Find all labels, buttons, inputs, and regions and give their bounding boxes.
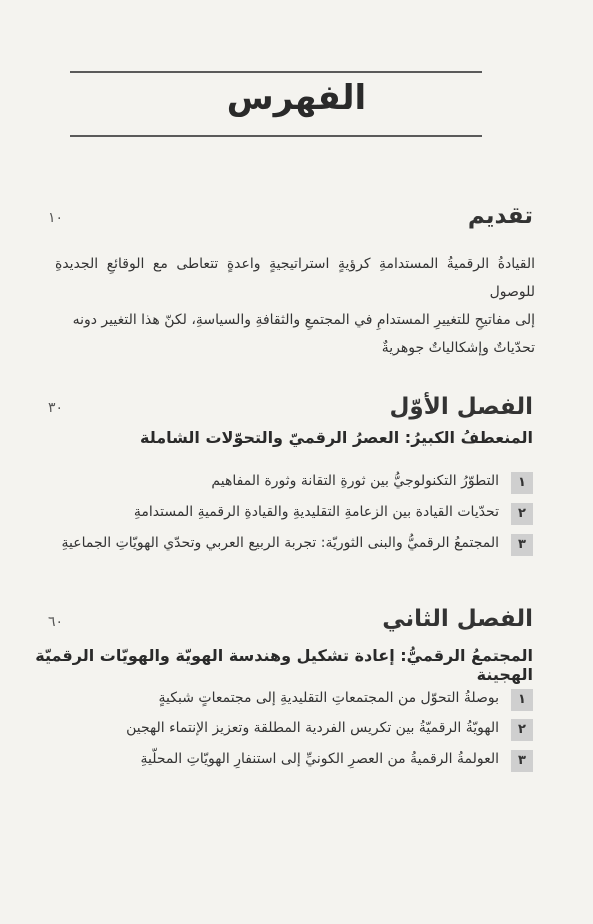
item-title: المجتمعُ الرقميُّ والبنى الثوريّة: تجربة الربيع العربي وتحدّي الهويّاتِ الجماعيةِ [61, 535, 499, 551]
toc-item[interactable] [53, 719, 533, 743]
intro-paragraph-line: تحدّياتٌ وإشكالياتٌ جوهريةٌ [381, 340, 535, 356]
toc-item[interactable] [53, 503, 533, 527]
chapter-2-heading: الفصل الثاني [382, 606, 533, 632]
chapter-2-page-number: ٦٠ [48, 614, 64, 630]
toc-item[interactable] [53, 534, 533, 558]
intro-heading: تقديم [467, 203, 533, 229]
item-title: الهويّةُ الرقميّةُ بين تكريس الفردية المطلقة وتعزيز الإنتماء الهجين [126, 720, 499, 736]
intro-paragraph-line: القيادةُ الرقميةُ المستدامةِ كرؤيةٍ استراتيجيةٍ واعدةٍ تتعاطى مع الوقائعِ الجديدةِ للوصول [55, 256, 535, 300]
toc-item[interactable] [53, 689, 533, 713]
chapter-2-subtitle: المجتمعُ الرقميُّ: إعادة تشكيل وهندسة الهويّة والهويّات الرقميّة الهجينة [35, 646, 533, 684]
top-rule [70, 71, 482, 73]
item-title: التطوّرُ التكنولوجيُّ بين ثورةِ التقانة وثورة المفاهيم [211, 473, 499, 489]
page-title: الفهرس [226, 78, 367, 118]
item-title: العولمةُ الرقميةُ من العصرِ الكونيِّ إلى استنفارِ الهويّاتِ المحلّيةِ [140, 751, 499, 767]
item-number: ٢ [511, 503, 533, 525]
toc-item[interactable] [53, 472, 533, 496]
intro-paragraph-line: إلى مفاتيحِ للتغييرِ المستدامِ في المجتمعِ والثقافةِ والسياسةِ، لكنّ هذا التغيير دونه [72, 312, 535, 328]
chapter-1-heading: الفصل الأوّل [389, 394, 533, 420]
intro-paragraph [55, 250, 535, 362]
item-title: بوصلةُ التحوّل من المجتمعاتِ التقليديةِ إلى مجتمعاتٍ شبكيةٍ [158, 690, 499, 706]
item-number: ١ [511, 689, 533, 711]
intro-page-number: ١٠ [48, 210, 64, 226]
item-number: ١ [511, 472, 533, 494]
chapter-1-subtitle: المنعطفُ الكبيرُ: العصرُ الرقميّ والتحوّلات الشاملة [139, 428, 533, 447]
chapter-1-page-number: ٣٠ [48, 400, 64, 416]
item-number: ٣ [511, 750, 533, 772]
item-number: ٢ [511, 719, 533, 741]
item-number: ٣ [511, 534, 533, 556]
toc-item[interactable] [53, 750, 533, 774]
title-rule [70, 135, 482, 137]
item-title: تحدّيات القيادة بين الزعامةِ التقليديةِ والقيادةِ الرقميةِ المستدامةِ [133, 504, 499, 520]
